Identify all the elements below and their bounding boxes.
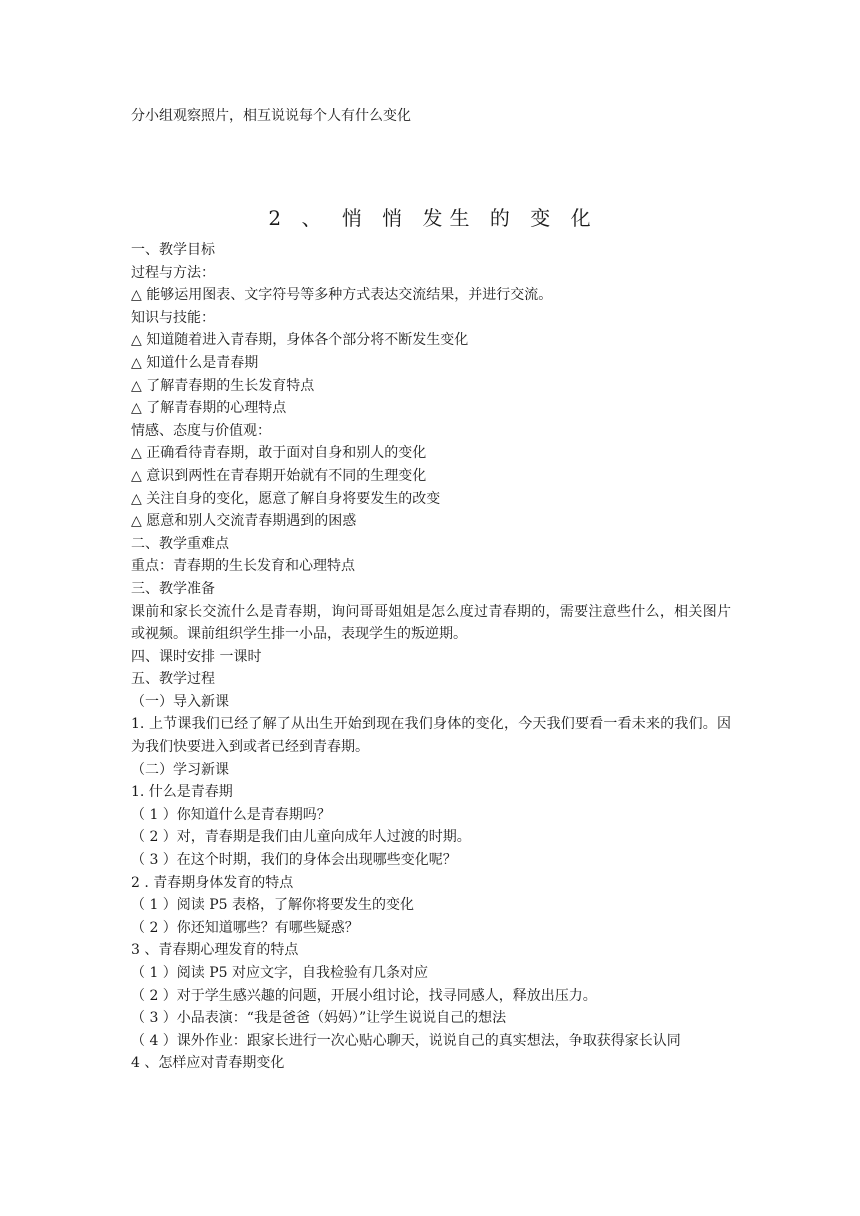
numbered-item: 2 . 青春期身体发育的特点 — [131, 874, 294, 891]
sub-item: （ 2 ）对，青春期是我们由儿童向成年人过渡的时期。 — [131, 829, 471, 846]
goal-item: △ 知道什么是青春期 — [131, 354, 259, 371]
section-heading: 五、教学过程 — [131, 671, 215, 688]
intro-paragraph: 1. 上节课我们已经了解了从出生开始到现在我们身体的变化，今天我们要看一看未来的我们。因为我们快要进入到或者已经到青春期。 — [131, 716, 731, 756]
section-heading: 二、教学重难点 — [131, 535, 229, 552]
section-heading: 一、教学目标 — [131, 242, 215, 258]
subheading: 过程与方法： — [131, 264, 215, 281]
lesson-title: 2 、 悄 悄 发生 的 变 化 — [268, 206, 598, 230]
goal-item: △ 了解青春期的生长发育特点 — [131, 377, 315, 394]
sub-item: （ 1 ）阅读 P5 对应文字，自我检验有几条对应 — [131, 965, 429, 981]
goal-item: △ 关注自身的变化，愿意了解自身将要发生的改变 — [131, 490, 441, 507]
numbered-item: 1. 什么是青春期 — [131, 784, 233, 801]
sub-item: （ 4 ）课外作业：跟家长进行一次心贴心聊天，说说自己的真实想法，争取获得家长认同 — [131, 1032, 681, 1049]
key-point: 重点：青春期的生长发育和心理特点 — [131, 558, 355, 575]
subheading: （二）学习新课 — [131, 761, 229, 778]
intro-text: 分小组观察照片，相互说说每个人有什么变化 — [131, 108, 411, 124]
preparation-paragraph: 课前和家长交流什么是青春期，询问哥哥姐姐是怎么度过青春期的，需要注意些什么，相关图片或视频。课前组织学生排一小品，表现学生的叛逆期。 — [131, 603, 731, 643]
goal-item: △ 了解青春期的心理特点 — [131, 400, 287, 417]
section-heading: 三、教学准备 — [131, 580, 215, 597]
section-heading: 四、课时安排 一课时 — [131, 648, 262, 665]
lesson-content — [131, 239, 731, 1075]
goal-item: △ 知道随着进入青春期，身体各个部分将不断发生变化 — [131, 332, 469, 349]
goal-item: △ 能够运用图表、文字符号等多种方式表达交流结果，并进行交流。 — [131, 287, 553, 304]
subheading: 知识与技能： — [131, 309, 215, 326]
sub-item: （ 1 ）你知道什么是青春期吗？ — [131, 806, 331, 823]
numbered-item: 4 、怎样应对青春期变化 — [131, 1055, 285, 1072]
goal-item: △ 愿意和别人交流青春期遇到的困惑 — [131, 513, 357, 530]
subheading: （一）导入新课 — [131, 693, 229, 710]
goal-item: △ 正确看待青春期，敢于面对自身和别人的变化 — [131, 445, 427, 462]
sub-item: （ 2 ）对于学生感兴趣的问题，开展小组讨论，找寻同感人，释放出压力。 — [131, 987, 597, 1004]
goal-item: △ 意识到两性在青春期开始就有不同的生理变化 — [131, 467, 427, 484]
sub-item: （ 3 ）在这个时期，我们的身体会出现哪些变化呢？ — [131, 852, 457, 869]
sub-item: （ 3 ）小品表演：“我是爸爸（妈妈）”让学生说说自己的想法 — [131, 1010, 507, 1027]
numbered-item: 3 、青春期心理发育的特点 — [131, 942, 299, 959]
sub-item: （ 2 ）你还知道哪些？有哪些疑惑？ — [131, 919, 359, 936]
subheading: 情感、态度与价值观： — [131, 422, 271, 439]
sub-item: （ 1 ）阅读 P5 表格，了解你将要发生的变化 — [131, 897, 415, 914]
